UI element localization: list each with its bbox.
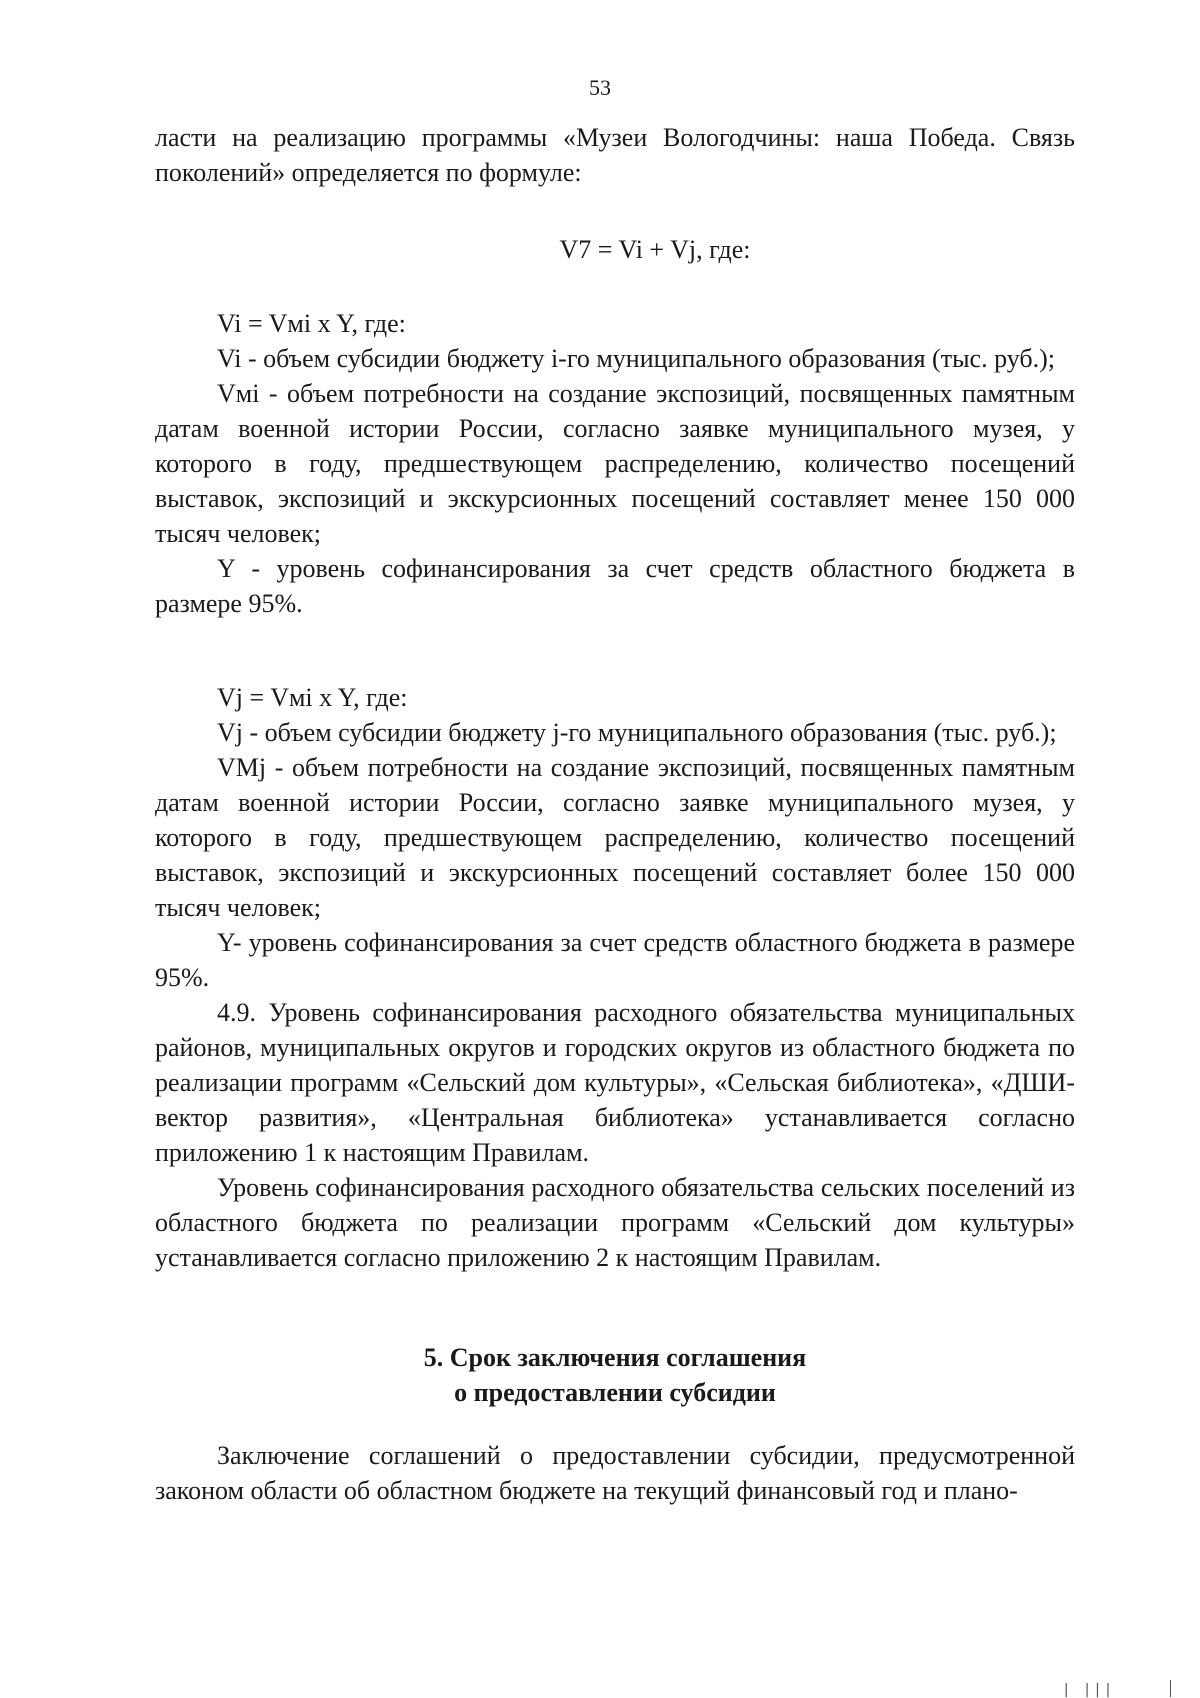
definition-vj: Vj - объем субсидии бюджету j-го муниципального образования (тыс. руб.); (217, 718, 1057, 747)
page-number: 53 (589, 75, 611, 100)
paragraph-text: Заключение соглашений о предоставлении субсидии, предусмотренной законом области об областном бюджете на текущий финансовый год и плано- (155, 1441, 1075, 1505)
formula-vj: Vj = Vмi x Y, где: (217, 683, 408, 712)
section-5-heading (155, 1340, 1075, 1410)
formula-vi: Vi = Vмi x Y, где: (217, 309, 406, 338)
definition-y-2: Y- уровень софинансирования за счет средств областного бюджета в размере 95%. (155, 928, 1075, 992)
definition-y-1: Y - уровень софинансирования за счет средств областного бюджета в размере 95%. (155, 554, 1075, 618)
paragraph-intro (155, 120, 1075, 190)
scan-marks: | ||| (1062, 1682, 1115, 1698)
block-vj (155, 680, 1075, 1275)
definition-vi: Vi - объем субсидии бюджету i-го муниципального образования (тыс. руб.); (217, 344, 1056, 373)
definition-vmj: VMj - объем потребности на создание экспозиций, посвященных памятным датам военной истории России, согласно заявке муниципального музея, у которого в году, предшествующем распределению, количество посещений выставок, экспозиций и экскурсионных посещений составляет более 150 000 тысяч человек; (155, 753, 1075, 922)
paragraph-final (155, 1438, 1075, 1508)
definition-vmi: Vмi - объем потребности на создание экспозиций, посвященных памятным датам военной истории России, согласно заявке муниципального музея, у которого в году, предшествующем распределению, количество посещений выставок, экспозиций и экскурсионных посещений составляет менее 150 000 тысяч человек; (155, 379, 1075, 548)
paragraph-text: ласти на реализацию программы «Музеи Вологодчины: наша Победа. Связь поколений» определяется по формуле: (155, 123, 1075, 187)
paragraph-4-9: 4.9. Уровень софинансирования расходного обязательства муниципальных районов, муниципальных округов и городских округов из областного бюджета по реализации программ «Сельский дом культуры», «Сельская библиотека», «ДШИ-вектор развития», «Центральная библиотека» устанавливается согласно приложению 1 к настоящим Правилам. (155, 998, 1075, 1167)
formula-text: V7 = Vi + Vj, где: (559, 235, 751, 264)
scan-mark-line (1170, 1680, 1171, 1697)
section-heading-line: 5. Срок заключения соглашения (423, 1343, 807, 1372)
formula-v7 (155, 232, 1075, 267)
section-heading-line: о предоставлении субсидии (454, 1378, 776, 1407)
paragraph-rural-settlements: Уровень софинансирования расходного обязательства сельских поселений из областного бюджета по реализации программ «Сельский дом культуры» устанавливается согласно приложению 2 к настоящим Правилам. (155, 1173, 1075, 1272)
block-vi (155, 306, 1075, 621)
